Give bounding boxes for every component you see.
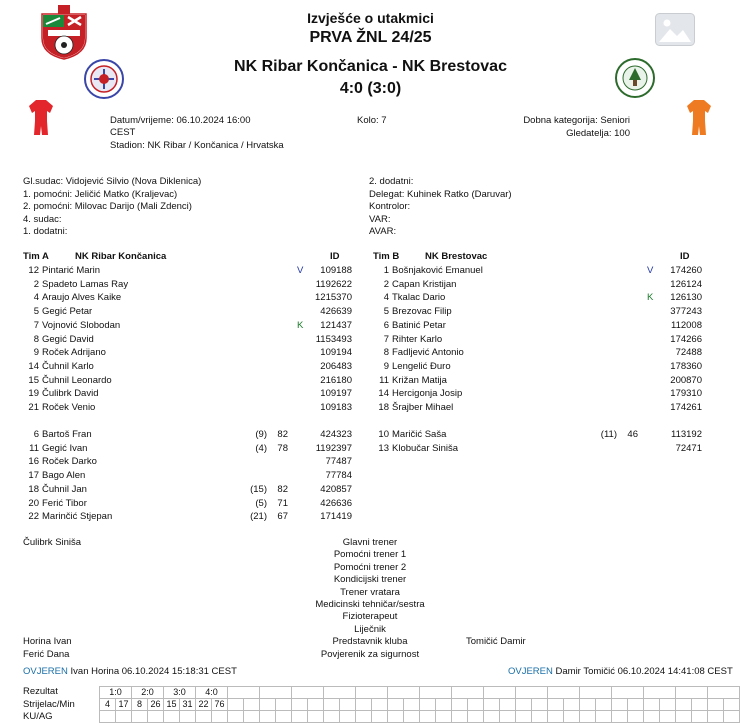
result-row <box>100 687 740 699</box>
ku-ag-cell <box>580 711 596 723</box>
player-name: Čuhnil Karlo <box>42 360 94 372</box>
sub-number: 13 <box>378 442 389 454</box>
result-cell <box>420 687 452 699</box>
ku-ag-cell <box>612 711 628 723</box>
result-cell: 3:0 <box>164 687 196 699</box>
sub-number: 16 <box>28 456 39 468</box>
official-line: 1. pomoćni: Jeličić Matko (Kraljevac) <box>23 188 178 200</box>
sub-number: 11 <box>29 442 39 454</box>
player-name: Brezovac Filip <box>392 306 452 318</box>
team-b-id-header: ID <box>680 251 690 262</box>
sub-name: Marinčić Stjepan <box>42 511 113 523</box>
player-name: Capan Kristijan <box>392 278 457 290</box>
scorer-minute: 31 <box>180 699 196 711</box>
ku-ag-cell <box>196 711 212 723</box>
ku-ag-cell <box>404 711 420 723</box>
scorer-cell <box>596 699 612 711</box>
scorer-number: 22 <box>196 699 212 711</box>
sub-minute: 46 <box>627 429 638 440</box>
player-id: 174261 <box>670 402 702 413</box>
player-name: Čuhnil Leonardo <box>42 374 112 386</box>
scorer-cell <box>276 699 292 711</box>
away-club-representative: Tomičić Damir <box>466 636 526 647</box>
sub-replaced: (11) <box>600 429 617 440</box>
player-name: Araujo Alves Kaike <box>42 292 122 304</box>
sub-number: 6 <box>33 429 39 440</box>
result-cell <box>644 687 676 699</box>
result-cell <box>228 687 260 699</box>
scorer-cell <box>372 699 388 711</box>
player-number: 7 <box>33 319 39 331</box>
sub-number: 10 <box>378 429 389 440</box>
spectators: Gledatelja: 100 <box>566 128 630 139</box>
player-number: 6 <box>383 319 389 331</box>
sub-replaced: (21) <box>250 511 267 523</box>
result-cell <box>356 687 388 699</box>
scorer-cell <box>724 699 740 711</box>
player-name: Gegić Petar <box>42 306 93 318</box>
player-name: Šrajber Mihael <box>392 402 454 413</box>
scorer-cell <box>404 699 420 711</box>
player-name: Rihter Karlo <box>392 333 443 345</box>
sub-minute: 67 <box>277 511 288 523</box>
player-number: 12 <box>28 265 39 276</box>
goalkeeper-mark: V <box>297 265 304 276</box>
player-name: Čulibrk David <box>42 388 99 400</box>
sub-replaced: (15) <box>250 483 267 495</box>
staff-role: Trener vratara <box>340 586 400 598</box>
official-line: 4. sudac: <box>23 213 62 225</box>
sub-id: 426636 <box>320 497 352 509</box>
ku-ag-cell <box>292 711 308 723</box>
ku-ag-cell <box>308 711 324 723</box>
player-number: 18 <box>378 402 389 413</box>
ku-ag-cell <box>532 711 548 723</box>
ku-ag-cell <box>548 711 564 723</box>
player-number: 11 <box>379 374 389 386</box>
ku-ag-cell <box>164 711 180 723</box>
player-number: 2 <box>383 278 389 290</box>
sub-number: 18 <box>28 483 39 495</box>
goalkeeper-mark: V <box>647 265 654 276</box>
ku-ag-cell <box>724 711 740 723</box>
sub-number: 17 <box>28 470 39 482</box>
official-line: AVAR: <box>369 226 397 237</box>
player-number: 1 <box>383 265 389 276</box>
player-id: 109197 <box>320 388 352 400</box>
home-club-representative: Horina Ivan <box>23 636 72 647</box>
match-datetime: Datum/vrijeme: 06.10.2024 16:00 <box>110 115 251 126</box>
team-a-label: Tim A <box>23 251 49 262</box>
staff-role: Glavni trener <box>342 537 398 548</box>
player-id: 174260 <box>670 265 702 276</box>
sub-name: Ferić Tibor <box>42 497 87 509</box>
scorer-number: 15 <box>164 699 180 711</box>
sub-number: 20 <box>28 497 39 509</box>
scorer-cell <box>660 699 676 711</box>
ku-ag-cell <box>228 711 244 723</box>
result-cell: 1:0 <box>100 687 132 699</box>
scorer-cell <box>244 699 260 711</box>
player-name: Pintarić Marin <box>42 265 101 276</box>
captain-mark: K <box>297 319 304 331</box>
scorer-cell <box>388 699 404 711</box>
result-cell <box>612 687 644 699</box>
scorer-number: 8 <box>132 699 148 711</box>
result-cell <box>548 687 580 699</box>
ku-ag-cell <box>372 711 388 723</box>
scorer-cell <box>564 699 580 711</box>
official-line: 2. dodatni: <box>369 176 414 187</box>
official-line: 2. pomoćni: Milovac Darijo (Mali Zdenci) <box>23 201 192 212</box>
sub-minute: 71 <box>277 497 288 509</box>
sub-id: 72471 <box>675 442 702 454</box>
away-verification <box>508 665 733 678</box>
sub-id: 171419 <box>320 511 352 523</box>
sub-minute: 78 <box>277 442 288 454</box>
player-number: 5 <box>33 306 39 318</box>
scorer-cell <box>260 699 276 711</box>
player-id: 377243 <box>670 306 702 318</box>
player-name: Vojnović Slobodan <box>42 319 121 331</box>
sub-id: 424323 <box>320 429 352 440</box>
result-cell <box>708 687 740 699</box>
ku-ag-cell <box>276 711 292 723</box>
player-number: 5 <box>383 306 389 318</box>
player-id: 126124 <box>670 278 702 290</box>
result-cell <box>260 687 292 699</box>
player-id: 426639 <box>320 306 352 318</box>
ku-ag-cell <box>132 711 148 723</box>
sub-id: 77784 <box>325 470 352 482</box>
scorer-cell <box>612 699 628 711</box>
player-name: Roček Venio <box>42 402 96 413</box>
player-id: 1153493 <box>315 333 352 345</box>
ku-ag-cell <box>100 711 116 723</box>
player-number: 14 <box>378 388 389 400</box>
scorer-minute: 76 <box>212 699 228 711</box>
player-number: 8 <box>383 347 389 359</box>
sub-minute: 82 <box>277 429 288 440</box>
player-id: 1215370 <box>315 292 352 304</box>
team-a-id-header: ID <box>330 251 340 262</box>
match-stadium: Stadion: NK Ribar / Končanica / Hrvatska <box>110 140 284 151</box>
result-cell <box>676 687 708 699</box>
scorer-cell <box>468 699 484 711</box>
competition-title: PRVA ŽNL 24/25 <box>309 29 432 46</box>
scorer-cell <box>292 699 308 711</box>
verified-status: OVJEREN <box>23 666 68 677</box>
scorer-minute: 17 <box>116 699 132 711</box>
staff-role: Fizioterapeut <box>342 611 398 623</box>
scorer-cell <box>436 699 452 711</box>
scorer-minute: 26 <box>148 699 164 711</box>
player-name: Spadeto Lamas Ray <box>42 278 129 290</box>
player-id: 1192622 <box>315 278 352 290</box>
scorer-cell <box>692 699 708 711</box>
staff-role: Pomoćni trener 2 <box>333 561 407 573</box>
scorer-cell <box>356 699 372 711</box>
scorer-cell <box>500 699 516 711</box>
player-id: 178360 <box>670 360 702 372</box>
player-number: 2 <box>33 278 39 290</box>
ku-ag-cell <box>212 711 228 723</box>
scorer-cell <box>516 699 532 711</box>
staff-role: Kondicijski trener <box>333 574 407 586</box>
sub-name: Čuhnil Jan <box>42 483 87 495</box>
player-id: 109183 <box>320 402 352 413</box>
report-title: Izvješće o utakmici <box>307 10 434 26</box>
home-verification <box>23 665 237 678</box>
sub-minute: 82 <box>277 483 288 495</box>
result-label: Rezultat <box>23 686 58 697</box>
ku-ag-cell <box>148 711 164 723</box>
ku-ag-label: KU/AG <box>23 711 53 722</box>
home-head-coach: Čulibrk Siniša <box>23 537 82 548</box>
scorer-cell <box>708 699 724 711</box>
player-name: Bošnjaković Emanuel <box>392 265 483 276</box>
staff-role: Liječnik <box>354 623 386 635</box>
scorer-cell <box>548 699 564 711</box>
verified-status: OVJEREN <box>508 666 553 677</box>
official-line: 1. dodatni: <box>23 226 68 237</box>
sub-number: 22 <box>28 511 39 523</box>
sub-replaced: (5) <box>255 497 267 509</box>
result-cell <box>292 687 324 699</box>
result-cell: 4:0 <box>196 687 228 699</box>
official-line: Delegat: Kuhinek Ratko (Daruvar) <box>369 188 512 200</box>
ku-ag-cell <box>452 711 468 723</box>
sub-replaced: (4) <box>255 442 267 454</box>
official-line: Kontrolor: <box>369 201 411 212</box>
player-number: 4 <box>383 292 389 304</box>
player-name: Batinić Petar <box>392 319 446 331</box>
player-name: Lengelić Đuro <box>392 360 451 372</box>
player-number: 15 <box>28 374 39 386</box>
scorer-number: 4 <box>100 699 116 711</box>
scorer-row <box>100 699 740 711</box>
ku-ag-cell <box>516 711 532 723</box>
verified-by: Damir Tomičić 06.10.2024 14:41:08 CEST <box>555 666 733 677</box>
scorer-cell <box>308 699 324 711</box>
match-score: 4:0 (3:0) <box>339 80 402 97</box>
sub-name: Roček Darko <box>42 456 97 468</box>
scorer-label: Strijelac/Min <box>23 699 75 710</box>
ku-ag-cell <box>244 711 260 723</box>
ku-ag-cell <box>260 711 276 723</box>
ku-ag-cell <box>420 711 436 723</box>
ku-ag-cell <box>692 711 708 723</box>
ku-ag-cell <box>484 711 500 723</box>
match-round: Kolo: 7 <box>357 115 387 126</box>
scoring-grid <box>99 686 740 723</box>
player-number: 8 <box>33 333 39 345</box>
staff-role: Predstavnik kluba <box>332 636 408 648</box>
result-cell <box>580 687 612 699</box>
sub-name: Maričić Saša <box>392 429 447 440</box>
match-title: NK Ribar Končanica - NK Brestovac <box>234 58 507 75</box>
scorer-cell <box>228 699 244 711</box>
match-timezone: CEST <box>110 127 136 138</box>
ku-ag-cell <box>436 711 452 723</box>
sub-name: Bago Alen <box>42 470 86 482</box>
player-name: Križan Matija <box>392 374 447 386</box>
sub-name: Gegić Ivan <box>42 442 88 454</box>
player-name: Fadljević Antonio <box>392 347 464 359</box>
scorer-cell <box>452 699 468 711</box>
player-id: 174266 <box>670 333 702 345</box>
ku-ag-cell <box>628 711 644 723</box>
staff-role: Povjerenik za sigurnost <box>320 648 420 660</box>
age-category: Dobna kategorija: Seniori <box>523 115 630 126</box>
ku-ag-cell <box>356 711 372 723</box>
player-id: 179310 <box>670 388 702 400</box>
sub-name: Bartoš Fran <box>42 429 92 440</box>
sub-id: 1192397 <box>315 442 352 454</box>
scorer-cell <box>532 699 548 711</box>
player-id: 206483 <box>320 360 352 372</box>
sub-id: 420857 <box>320 483 352 495</box>
ku-ag-row <box>100 711 740 723</box>
player-id: 200870 <box>670 374 702 386</box>
result-cell <box>324 687 356 699</box>
ku-ag-cell <box>116 711 132 723</box>
captain-mark: K <box>647 292 654 304</box>
staff-role: Medicinski tehničar/sestra <box>315 599 425 610</box>
ku-ag-cell <box>324 711 340 723</box>
player-number: 4 <box>33 292 39 304</box>
player-name: Roček Adrijano <box>42 347 106 359</box>
player-number: 9 <box>33 347 39 359</box>
team-b-name: NK Brestovac <box>425 251 488 262</box>
result-cell <box>388 687 420 699</box>
result-cell <box>484 687 516 699</box>
sub-name: Klobučar Siniša <box>392 442 459 454</box>
ku-ag-cell <box>564 711 580 723</box>
ku-ag-cell <box>596 711 612 723</box>
team-a-name: NK Ribar Končanica <box>75 251 167 262</box>
scorer-cell <box>628 699 644 711</box>
ku-ag-cell <box>676 711 692 723</box>
player-id: 112008 <box>671 319 702 331</box>
player-id: 109194 <box>320 347 352 359</box>
player-number: 14 <box>28 360 39 372</box>
player-number: 21 <box>28 402 39 413</box>
ku-ag-cell <box>180 711 196 723</box>
scorer-cell <box>644 699 660 711</box>
player-name: Hercigonja Josip <box>392 388 463 400</box>
scorer-cell <box>676 699 692 711</box>
player-id: 216180 <box>320 374 352 386</box>
home-jersey-icon <box>28 99 54 137</box>
ku-ag-cell <box>468 711 484 723</box>
verified-by: Ivan Horina 06.10.2024 15:18:31 CEST <box>70 666 237 677</box>
sub-replaced: (9) <box>255 429 267 440</box>
result-cell <box>452 687 484 699</box>
scorer-cell <box>580 699 596 711</box>
player-id: 72488 <box>675 347 702 359</box>
ku-ag-cell <box>708 711 724 723</box>
home-security-officer: Ferić Dana <box>23 649 70 660</box>
ku-ag-cell <box>340 711 356 723</box>
ku-ag-cell <box>388 711 404 723</box>
player-name: Tkalac Dario <box>392 292 446 304</box>
away-jersey-icon <box>686 99 712 137</box>
player-number: 7 <box>383 333 389 345</box>
scorer-cell <box>420 699 436 711</box>
scorer-cell <box>340 699 356 711</box>
player-number: 9 <box>383 360 389 372</box>
player-id: 126130 <box>670 292 702 304</box>
sub-id: 113192 <box>671 429 702 440</box>
result-cell <box>516 687 548 699</box>
ku-ag-cell <box>500 711 516 723</box>
player-id: 121437 <box>320 319 352 331</box>
ku-ag-cell <box>660 711 676 723</box>
official-line: VAR: <box>369 213 391 225</box>
official-line: Gl.sudac: Vidojević Silvio (Nova Diklenica) <box>23 176 202 187</box>
result-cell: 2:0 <box>132 687 164 699</box>
player-id: 109188 <box>320 265 352 276</box>
team-b-label: Tim B <box>373 251 400 262</box>
staff-role: Pomoćni trener 1 <box>333 549 407 561</box>
ku-ag-cell <box>644 711 660 723</box>
scorer-cell <box>324 699 340 711</box>
scorer-cell <box>484 699 500 711</box>
player-name: Gegić David <box>42 333 94 345</box>
player-number: 19 <box>28 388 39 400</box>
sub-id: 77487 <box>325 456 352 468</box>
